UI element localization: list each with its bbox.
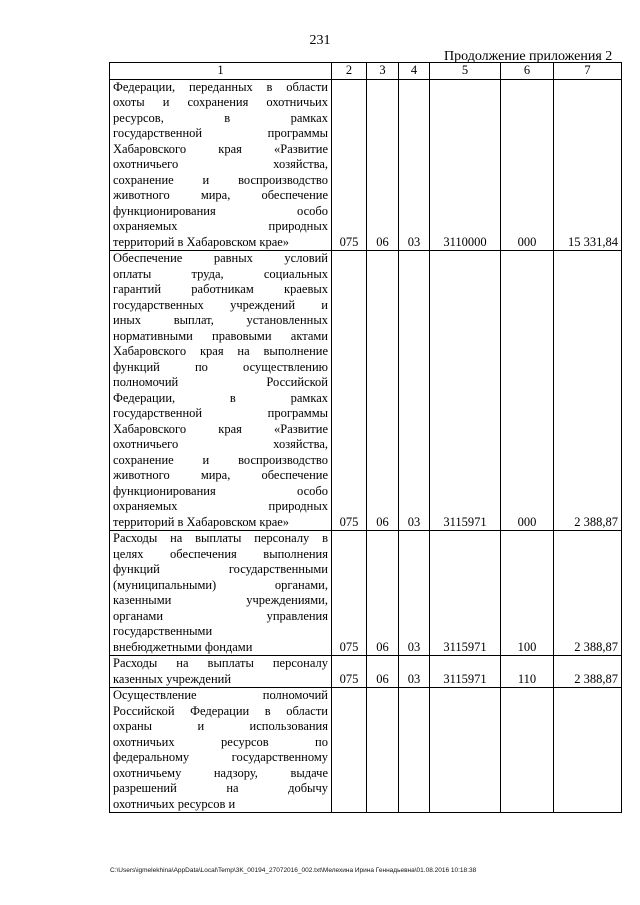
description-line: Федерации, в рамках bbox=[113, 390, 328, 405]
description-line: Расходы на выплаты персоналу bbox=[113, 656, 328, 670]
appendix-continuation-label: Продолжение приложения 2 bbox=[444, 49, 613, 64]
section-code: 06 bbox=[367, 656, 399, 688]
header-col-5: 5 bbox=[430, 63, 501, 80]
description-line: ресурсов, в рамках bbox=[113, 110, 328, 125]
row-description bbox=[110, 656, 332, 688]
description-line: функций по осуществлению bbox=[113, 359, 328, 374]
description-line: Хабаровского края «Развитие bbox=[113, 141, 328, 156]
description-line: функционирования особо bbox=[113, 203, 328, 218]
description-line: государственных учреждений и bbox=[113, 297, 328, 312]
row-description bbox=[110, 688, 332, 813]
description-line: государственной программы bbox=[113, 126, 328, 140]
section-code: 06 bbox=[367, 251, 399, 531]
description-line: Российской Федерации в области bbox=[113, 703, 328, 718]
description-line: охраняемых природных bbox=[113, 219, 328, 233]
target-code bbox=[430, 688, 501, 813]
target-code: 3115971 bbox=[430, 656, 501, 688]
target-code: 3115971 bbox=[430, 531, 501, 656]
description-line: охотничьих ресурсов и bbox=[113, 796, 236, 811]
description-line: территорий в Хабаровском крае» bbox=[113, 514, 290, 529]
description-line: функций государственными bbox=[113, 562, 328, 576]
description-line: государственной программы bbox=[113, 406, 328, 420]
header-col-4: 4 bbox=[399, 63, 430, 80]
amount: 2 388,87 bbox=[554, 531, 622, 656]
description-line: Федерации, переданных в области bbox=[113, 79, 328, 94]
description-line: Осуществление полномочий bbox=[113, 688, 328, 702]
subsection-code: 03 bbox=[399, 531, 430, 656]
amount: 2 388,87 bbox=[554, 656, 622, 688]
target-code: 3110000 bbox=[430, 79, 501, 251]
description-line: полномочий Российской bbox=[113, 375, 328, 389]
expense-type-code: 100 bbox=[501, 531, 554, 656]
expense-type-code bbox=[501, 688, 554, 813]
admin-code: 075 bbox=[332, 251, 367, 531]
description-line: гарантий работникам краевых bbox=[113, 282, 328, 296]
description-line: охотничьего хозяйства, bbox=[113, 437, 328, 451]
footer-file-path: C:\Users\igmelekhina\AppData\Local\Temp\3K_00194_27072016_002.txt\Мелехина Ирина Геннадьевна\01.08.2016 10:18:38 bbox=[110, 867, 477, 874]
section-code bbox=[367, 688, 399, 813]
description-line: казенными учреждениями, bbox=[113, 593, 328, 607]
header-col-3: 3 bbox=[367, 63, 399, 80]
description-line: территорий в Хабаровском крае» bbox=[113, 234, 290, 249]
description-line: функционирования особо bbox=[113, 483, 328, 498]
header-col-7: 7 bbox=[554, 63, 622, 80]
description-line: Хабаровского края на выполнение bbox=[113, 344, 328, 358]
description-line: разрешений на добычу bbox=[113, 781, 328, 795]
description-line: охотничьего хозяйства, bbox=[113, 157, 328, 171]
description-line: казенных учреждений bbox=[113, 671, 232, 686]
description-line: целях обеспечения выполнения bbox=[113, 546, 328, 561]
description-line: нормативными правовыми актами bbox=[113, 328, 328, 343]
description-line: охотничьих ресурсов по bbox=[113, 734, 328, 749]
description-line: сохранение и воспроизводство bbox=[113, 172, 328, 187]
table-row bbox=[110, 251, 622, 531]
description-line: иных выплат, установленных bbox=[113, 313, 328, 327]
table-header-row bbox=[110, 63, 622, 80]
budget-table bbox=[109, 62, 622, 813]
description-line: государственными bbox=[113, 624, 213, 638]
description-line: охраняемых природных bbox=[113, 499, 328, 513]
row-description bbox=[110, 531, 332, 656]
description-line: внебюджетными фондами bbox=[113, 639, 253, 654]
header-col-2: 2 bbox=[332, 63, 367, 80]
table-row bbox=[110, 656, 622, 688]
amount: 15 331,84 bbox=[554, 79, 622, 251]
table-row bbox=[110, 79, 622, 251]
description-line: органами управления bbox=[113, 608, 328, 623]
description-line: охоты и сохранения охотничьих bbox=[113, 95, 328, 109]
admin-code: 075 bbox=[332, 531, 367, 656]
table-row bbox=[110, 688, 622, 813]
table-row bbox=[110, 531, 622, 656]
description-line: животного мира, обеспечение bbox=[113, 468, 328, 482]
description-line: сохранение и воспроизводство bbox=[113, 452, 328, 467]
description-line: Обеспечение равных условий bbox=[113, 251, 328, 265]
section-code: 06 bbox=[367, 79, 399, 251]
description-line: (муниципальными) органами, bbox=[113, 577, 328, 592]
description-line: федеральному государственному bbox=[113, 750, 328, 764]
description-line: охраны и использования bbox=[113, 719, 328, 733]
amount: 2 388,87 bbox=[554, 251, 622, 531]
row-description bbox=[110, 79, 332, 251]
expense-type-code: 000 bbox=[501, 79, 554, 251]
description-line: животного мира, обеспечение bbox=[113, 188, 328, 202]
amount bbox=[554, 688, 622, 813]
subsection-code: 03 bbox=[399, 656, 430, 688]
admin-code bbox=[332, 688, 367, 813]
header-col-1: 1 bbox=[110, 63, 332, 80]
row-description bbox=[110, 251, 332, 531]
description-line: Хабаровского края «Развитие bbox=[113, 421, 328, 436]
section-code: 06 bbox=[367, 531, 399, 656]
subsection-code bbox=[399, 688, 430, 813]
description-line: оплаты труда, социальных bbox=[113, 266, 328, 281]
page-number: 231 bbox=[309, 33, 331, 48]
admin-code: 075 bbox=[332, 79, 367, 251]
subsection-code: 03 bbox=[399, 251, 430, 531]
description-line: Расходы на выплаты персоналу в bbox=[113, 531, 328, 545]
subsection-code: 03 bbox=[399, 79, 430, 251]
target-code: 3115971 bbox=[430, 251, 501, 531]
description-line: охотничьему надзору, выдаче bbox=[113, 765, 328, 780]
expense-type-code: 000 bbox=[501, 251, 554, 531]
header-col-6: 6 bbox=[501, 63, 554, 80]
expense-type-code: 110 bbox=[501, 656, 554, 688]
admin-code: 075 bbox=[332, 656, 367, 688]
